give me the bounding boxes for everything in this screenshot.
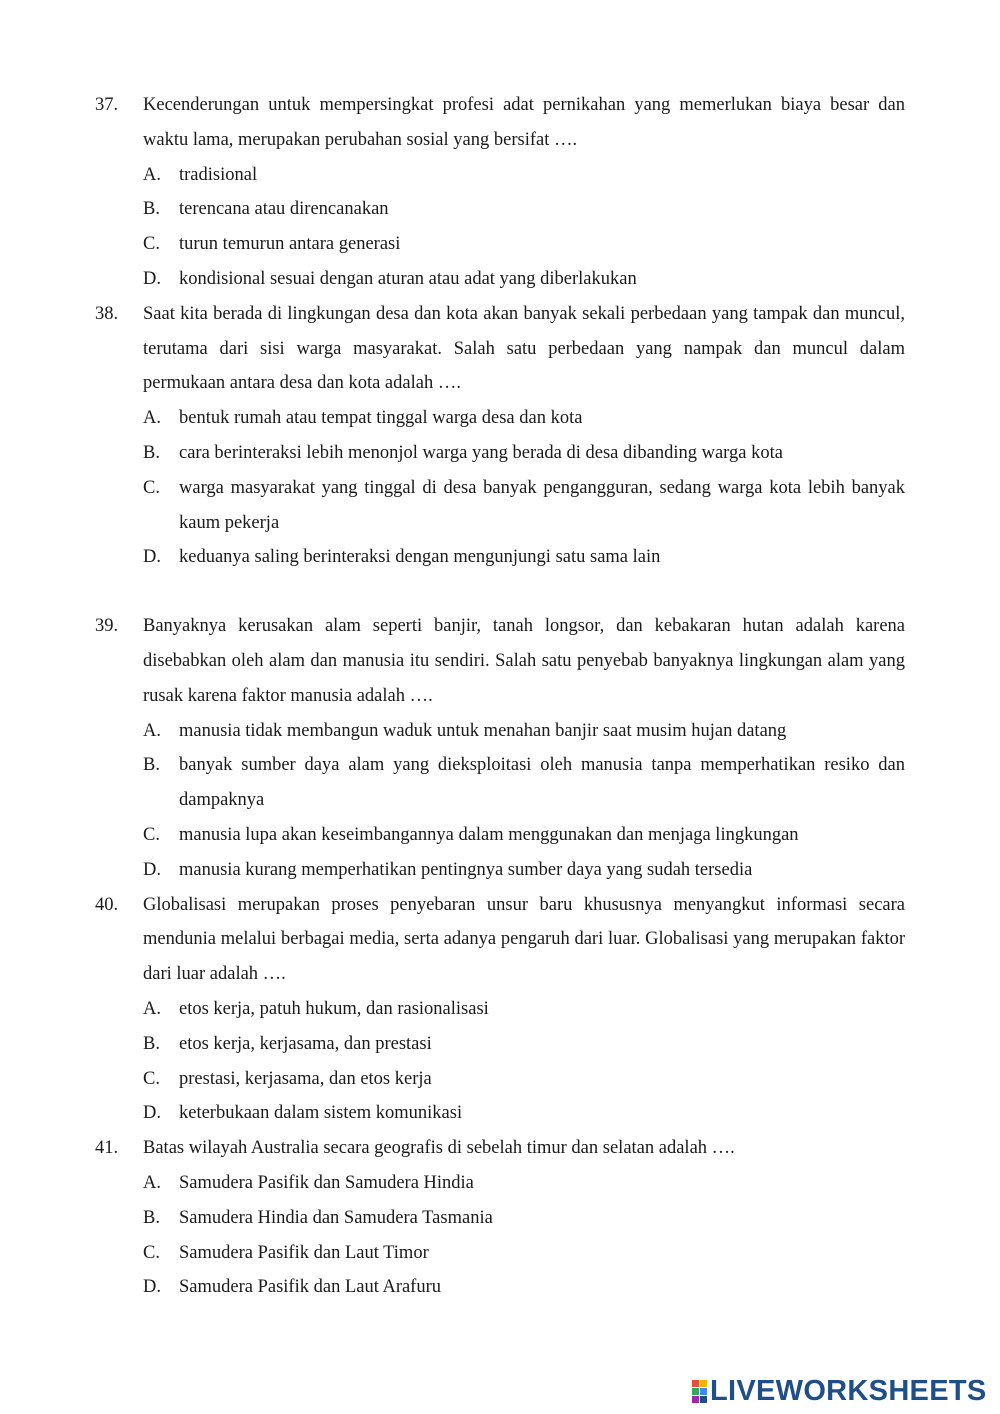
question-number: 39. [95, 616, 119, 637]
answer-options [143, 714, 905, 888]
option-letter: B. [143, 442, 160, 463]
option-letter: C. [143, 1242, 160, 1263]
option-text: manusia kurang memperhatikan pentingnya sumber daya yang sudah tersedia [179, 859, 753, 880]
option-letter: A. [143, 164, 161, 185]
option-b[interactable] [143, 192, 905, 227]
option-d[interactable] [143, 853, 905, 888]
option-text: bentuk rumah atau tempat tinggal warga desa dan kota [179, 408, 583, 429]
option-text: keduanya saling berinteraksi dengan mengunjungi satu sama lain [179, 547, 661, 568]
blank-line [0, 575, 1000, 609]
option-d[interactable] [143, 1096, 905, 1131]
option-c[interactable] [143, 227, 905, 262]
option-b[interactable] [143, 748, 905, 818]
option-letter: C. [143, 234, 160, 255]
logo-square-icon [700, 1380, 707, 1387]
option-c[interactable] [143, 1062, 905, 1097]
option-text: manusia lupa akan keseimbangannya dalam menggunakan dan menjaga lingkungan [179, 824, 799, 845]
option-letter: A. [143, 1172, 161, 1193]
option-letter: B. [143, 1033, 160, 1054]
option-text: etos kerja, kerjasama, dan prestasi [179, 1033, 432, 1054]
option-text: banyak sumber daya alam yang dieksploitasi oleh manusia tanpa memperhatikan resiko dan dampaknya [179, 755, 905, 811]
option-text: etos kerja, patuh hukum, dan rasionalisasi [179, 998, 489, 1019]
liveworksheets-logo-icon [692, 1380, 707, 1403]
logo-square-icon [700, 1388, 707, 1395]
option-text: keterbukaan dalam sistem komunikasi [179, 1103, 463, 1124]
option-text: Samudera Pasifik dan Samudera Hindia [179, 1172, 474, 1193]
option-letter: B. [143, 1207, 160, 1228]
option-b[interactable] [143, 1027, 905, 1062]
question-text: Batas wilayah Australia secara geografis di sebelah timur dan selatan adalah …. [143, 1138, 735, 1159]
option-b[interactable] [143, 436, 905, 471]
option-letter: A. [143, 998, 161, 1019]
option-c[interactable] [143, 471, 905, 541]
option-letter: D. [143, 268, 161, 289]
question-text: Kecenderungan untuk mempersingkat profesi adat pernikahan yang memerlukan biaya besar dan waktu lama, merupakan perubahan sosial yang bersifat …. [143, 95, 905, 150]
option-d[interactable] [143, 262, 905, 297]
question-text: Saat kita berada di lingkungan desa dan kota akan banyak sekali perbedaan yang tampak dan muncul, terutama dari sisi warga masyarakat. Salah satu perbedaan yang nampak dan muncul dalam permukaan antara desa dan kota adalah …. [143, 303, 905, 394]
logo-text: LIVEWORKSHEETS [710, 1375, 987, 1407]
option-letter: C. [143, 824, 160, 845]
question-40 [95, 888, 905, 1132]
liveworksheets-logo [692, 1374, 987, 1408]
question-38 [95, 297, 905, 575]
option-a[interactable] [143, 158, 905, 193]
option-letter: A. [143, 720, 161, 741]
option-letter: A. [143, 408, 161, 429]
option-text: Samudera Hindia dan Samudera Tasmania [179, 1207, 493, 1228]
option-letter: D. [143, 1103, 161, 1124]
option-text: kondisional sesuai dengan aturan atau adat yang diberlakukan [179, 268, 637, 289]
answer-options [143, 158, 905, 297]
logo-square-icon [692, 1388, 699, 1395]
logo-square-icon [700, 1396, 707, 1403]
option-a[interactable] [143, 714, 905, 749]
option-text: cara berinteraksi lebih menonjol warga yang berada di desa dibanding warga kota [179, 442, 783, 463]
option-text: tradisional [179, 164, 258, 185]
option-c[interactable] [143, 818, 905, 853]
option-text: prestasi, kerjasama, dan etos kerja [179, 1068, 432, 1089]
option-b[interactable] [143, 1201, 905, 1236]
question-41 [95, 1131, 905, 1305]
option-letter: C. [143, 1068, 160, 1089]
question-37 [95, 88, 905, 297]
question-number: 40. [95, 894, 119, 915]
option-d[interactable] [143, 1270, 905, 1305]
option-c[interactable] [143, 1236, 905, 1271]
option-letter: D. [143, 1277, 161, 1298]
question-text: Banyaknya kerusakan alam seperti banjir, tanah longsor, dan kebakaran hutan adalah karena disebabkan oleh alam dan manusia itu sendiri. Salah satu penyebab banyaknya lingkungan alam yang rusak karena faktor manusia adalah …. [143, 616, 905, 706]
logo-square-icon [692, 1396, 699, 1403]
option-a[interactable] [143, 992, 905, 1027]
option-letter: C. [143, 477, 160, 498]
option-a[interactable] [143, 1166, 905, 1201]
question-39 [95, 609, 905, 887]
option-letter: B. [143, 199, 160, 220]
option-text: warga masyarakat yang tinggal di desa banyak pengangguran, sedang warga kota lebih banyak kaum pekerja [179, 477, 905, 533]
option-text: manusia tidak membangun waduk untuk menahan banjir saat musim hujan datang [179, 720, 787, 741]
option-text: turun temurun antara generasi [179, 234, 401, 255]
option-d[interactable] [143, 540, 905, 575]
option-text: terencana atau direncanakan [179, 199, 389, 220]
option-text: Samudera Pasifik dan Laut Timor [179, 1242, 429, 1263]
answer-options [143, 1166, 905, 1305]
option-a[interactable] [143, 401, 905, 436]
option-text: Samudera Pasifik dan Laut Arafuru [179, 1277, 442, 1298]
question-text: Globalisasi merupakan proses penyebaran unsur baru khususnya menyangkut informasi secara mendunia melalui berbagai media, serta adanya pengaruh dari luar. Globalisasi yang merupakan faktor dari luar adalah …. [143, 894, 905, 985]
question-number: 37. [95, 95, 119, 115]
answer-options [143, 401, 905, 575]
question-number: 38. [95, 303, 119, 324]
worksheet-page [0, 88, 1000, 1305]
option-letter: B. [143, 755, 160, 776]
question-number: 41. [95, 1138, 119, 1159]
option-letter: D. [143, 859, 161, 880]
answer-options [143, 992, 905, 1131]
option-letter: D. [143, 547, 161, 568]
logo-square-icon [692, 1380, 699, 1387]
